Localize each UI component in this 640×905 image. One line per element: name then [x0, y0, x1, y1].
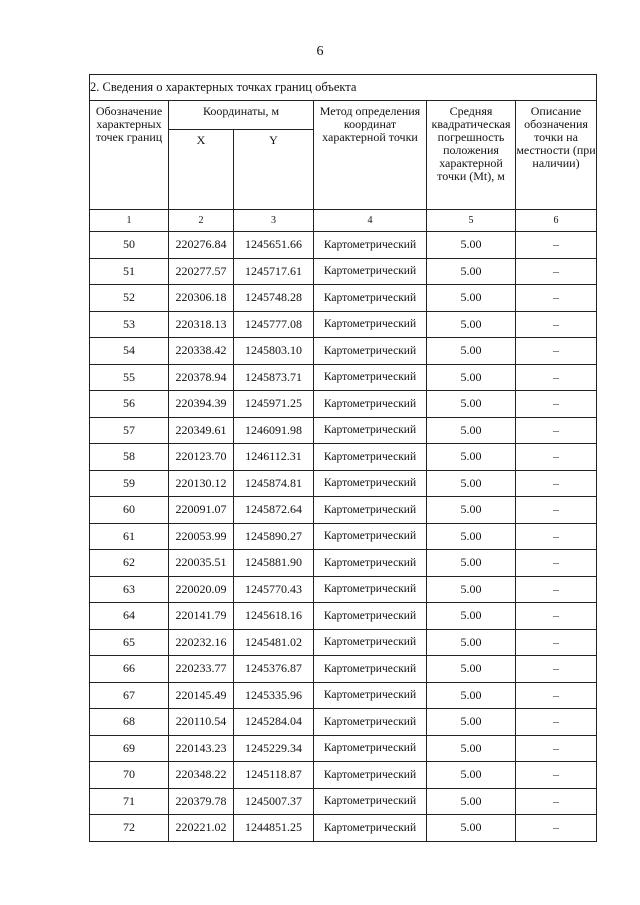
cell-description: –: [516, 364, 597, 391]
cell-point-id: 50: [90, 232, 169, 259]
cell-point-id: 55: [90, 364, 169, 391]
cell-y: 1245971.25: [234, 391, 314, 418]
table-row: [90, 682, 597, 709]
cell-description: –: [516, 444, 597, 471]
cell-point-id: 61: [90, 523, 169, 550]
cell-x: 220110.54: [169, 709, 234, 736]
cell-method: Картометрический: [314, 709, 427, 736]
cell-error: 5.00: [427, 788, 516, 815]
cell-x: 220020.09: [169, 576, 234, 603]
boundary-points-table: [89, 74, 597, 842]
cell-method: Картометрический: [314, 682, 427, 709]
cell-description: –: [516, 709, 597, 736]
cell-point-id: 68: [90, 709, 169, 736]
cell-description: –: [516, 629, 597, 656]
cell-y: 1245335.96: [234, 682, 314, 709]
cell-y: 1245651.66: [234, 232, 314, 259]
cell-method: Картометрический: [314, 815, 427, 842]
cell-error: 5.00: [427, 391, 516, 418]
cell-y: 1245748.28: [234, 285, 314, 312]
cell-description: –: [516, 576, 597, 603]
table-row: [90, 497, 597, 524]
cell-description: –: [516, 417, 597, 444]
table-row: [90, 232, 597, 259]
cell-method: Картометрический: [314, 629, 427, 656]
cell-y: 1246091.98: [234, 417, 314, 444]
cell-y: 1245717.61: [234, 258, 314, 285]
cell-point-id: 66: [90, 656, 169, 683]
cell-x: 220233.77: [169, 656, 234, 683]
cell-x: 220143.23: [169, 735, 234, 762]
cell-method: Картометрический: [314, 338, 427, 365]
cell-description: –: [516, 391, 597, 418]
cell-x: 220318.13: [169, 311, 234, 338]
cell-x: 220053.99: [169, 523, 234, 550]
cell-y: 1245872.64: [234, 497, 314, 524]
cell-method: Картометрический: [314, 603, 427, 630]
cell-point-id: 60: [90, 497, 169, 524]
cell-method: Картометрический: [314, 523, 427, 550]
cell-y: 1245007.37: [234, 788, 314, 815]
cell-error: 5.00: [427, 311, 516, 338]
cell-error: 5.00: [427, 629, 516, 656]
column-number: 1: [90, 210, 169, 232]
cell-method: Картометрический: [314, 391, 427, 418]
cell-y: 1245229.34: [234, 735, 314, 762]
cell-x: 220145.49: [169, 682, 234, 709]
table-row: [90, 311, 597, 338]
cell-error: 5.00: [427, 258, 516, 285]
cell-y: 1245118.87: [234, 762, 314, 789]
table-row: [90, 417, 597, 444]
section-title: 2. Сведения о характерных точках границ объекта: [90, 75, 597, 101]
table-row: [90, 629, 597, 656]
cell-method: Картометрический: [314, 444, 427, 471]
cell-method: Картометрический: [314, 285, 427, 312]
column-number: 3: [234, 210, 314, 232]
cell-y: 1245618.16: [234, 603, 314, 630]
table-row: [90, 523, 597, 550]
cell-error: 5.00: [427, 232, 516, 259]
cell-error: 5.00: [427, 576, 516, 603]
cell-error: 5.00: [427, 285, 516, 312]
cell-method: Картометрический: [314, 311, 427, 338]
cell-point-id: 59: [90, 470, 169, 497]
cell-method: Картометрический: [314, 470, 427, 497]
cell-point-id: 70: [90, 762, 169, 789]
table-row: [90, 788, 597, 815]
cell-x: 220378.94: [169, 364, 234, 391]
cell-x: 220130.12: [169, 470, 234, 497]
table-row: [90, 709, 597, 736]
cell-method: Картометрический: [314, 364, 427, 391]
cell-point-id: 56: [90, 391, 169, 418]
cell-y: 1245873.71: [234, 364, 314, 391]
header-coordinates: Координаты, м: [169, 101, 314, 130]
section-title-row: [90, 75, 597, 101]
cell-method: Картометрический: [314, 258, 427, 285]
cell-error: 5.00: [427, 682, 516, 709]
table-row: [90, 258, 597, 285]
cell-error: 5.00: [427, 550, 516, 577]
cell-x: 220394.39: [169, 391, 234, 418]
cell-point-id: 72: [90, 815, 169, 842]
cell-point-id: 69: [90, 735, 169, 762]
table-row: [90, 338, 597, 365]
cell-y: 1245803.10: [234, 338, 314, 365]
cell-description: –: [516, 656, 597, 683]
cell-method: Картометрический: [314, 232, 427, 259]
header-y: Y: [234, 130, 314, 210]
cell-x: 220379.78: [169, 788, 234, 815]
cell-y: 1245284.04: [234, 709, 314, 736]
cell-error: 5.00: [427, 444, 516, 471]
cell-error: 5.00: [427, 709, 516, 736]
cell-description: –: [516, 285, 597, 312]
cell-point-id: 57: [90, 417, 169, 444]
cell-description: –: [516, 735, 597, 762]
cell-description: –: [516, 603, 597, 630]
cell-error: 5.00: [427, 417, 516, 444]
cell-x: 220221.02: [169, 815, 234, 842]
cell-method: Картометрический: [314, 497, 427, 524]
cell-description: –: [516, 682, 597, 709]
cell-error: 5.00: [427, 735, 516, 762]
cell-point-id: 71: [90, 788, 169, 815]
cell-y: 1246112.31: [234, 444, 314, 471]
cell-description: –: [516, 523, 597, 550]
header-method: Метод определения координат характерной точки: [314, 101, 427, 210]
cell-point-id: 65: [90, 629, 169, 656]
cell-description: –: [516, 497, 597, 524]
table-row: [90, 470, 597, 497]
table-row: [90, 656, 597, 683]
cell-x: 220276.84: [169, 232, 234, 259]
cell-point-id: 67: [90, 682, 169, 709]
cell-description: –: [516, 232, 597, 259]
cell-x: 220349.61: [169, 417, 234, 444]
cell-description: –: [516, 258, 597, 285]
cell-error: 5.00: [427, 470, 516, 497]
cell-error: 5.00: [427, 603, 516, 630]
cell-y: 1245770.43: [234, 576, 314, 603]
cell-y: 1245881.90: [234, 550, 314, 577]
header-error: Средняя квадратическая погрешность положения характерной точки (Mt), м: [427, 101, 516, 210]
cell-description: –: [516, 762, 597, 789]
cell-error: 5.00: [427, 364, 516, 391]
cell-x: 220338.42: [169, 338, 234, 365]
cell-x: 220232.16: [169, 629, 234, 656]
cell-description: –: [516, 550, 597, 577]
cell-x: 220035.51: [169, 550, 234, 577]
table-row: [90, 550, 597, 577]
cell-error: 5.00: [427, 656, 516, 683]
table-row: [90, 364, 597, 391]
cell-y: 1244851.25: [234, 815, 314, 842]
cell-error: 5.00: [427, 497, 516, 524]
cell-error: 5.00: [427, 815, 516, 842]
cell-method: Картометрический: [314, 550, 427, 577]
cell-y: 1245481.02: [234, 629, 314, 656]
cell-point-id: 62: [90, 550, 169, 577]
cell-method: Картометрический: [314, 576, 427, 603]
table-row: [90, 444, 597, 471]
cell-method: Картометрический: [314, 788, 427, 815]
cell-y: 1245376.87: [234, 656, 314, 683]
cell-point-id: 52: [90, 285, 169, 312]
column-number: 5: [427, 210, 516, 232]
cell-point-id: 63: [90, 576, 169, 603]
header-point-designation: Обозначение характерных точек границ: [90, 101, 169, 210]
cell-method: Картометрический: [314, 762, 427, 789]
cell-point-id: 51: [90, 258, 169, 285]
cell-x: 220277.57: [169, 258, 234, 285]
cell-point-id: 58: [90, 444, 169, 471]
table-row: [90, 735, 597, 762]
cell-error: 5.00: [427, 338, 516, 365]
cell-point-id: 53: [90, 311, 169, 338]
cell-method: Картометрический: [314, 417, 427, 444]
cell-x: 220141.79: [169, 603, 234, 630]
table-row: [90, 762, 597, 789]
header-x: X: [169, 130, 234, 210]
cell-x: 220306.18: [169, 285, 234, 312]
table-row: [90, 391, 597, 418]
table-row: [90, 576, 597, 603]
page-number: 6: [316, 44, 324, 59]
table-row: [90, 603, 597, 630]
cell-y: 1245874.81: [234, 470, 314, 497]
cell-description: –: [516, 470, 597, 497]
table-row: [90, 815, 597, 842]
cell-point-id: 64: [90, 603, 169, 630]
column-number: 4: [314, 210, 427, 232]
cell-description: –: [516, 815, 597, 842]
cell-x: 220123.70: [169, 444, 234, 471]
column-number: 6: [516, 210, 597, 232]
cell-description: –: [516, 338, 597, 365]
column-number: 2: [169, 210, 234, 232]
table-row: [90, 285, 597, 312]
header-row-1: [90, 101, 597, 130]
cell-error: 5.00: [427, 523, 516, 550]
cell-y: 1245777.08: [234, 311, 314, 338]
cell-point-id: 54: [90, 338, 169, 365]
cell-x: 220091.07: [169, 497, 234, 524]
cell-description: –: [516, 311, 597, 338]
column-number-row: [90, 210, 597, 232]
cell-description: –: [516, 788, 597, 815]
cell-y: 1245890.27: [234, 523, 314, 550]
cell-method: Картометрический: [314, 735, 427, 762]
cell-method: Картометрический: [314, 656, 427, 683]
header-description: Описание обозначения точки на местности (при наличии): [516, 101, 597, 210]
cell-error: 5.00: [427, 762, 516, 789]
cell-x: 220348.22: [169, 762, 234, 789]
